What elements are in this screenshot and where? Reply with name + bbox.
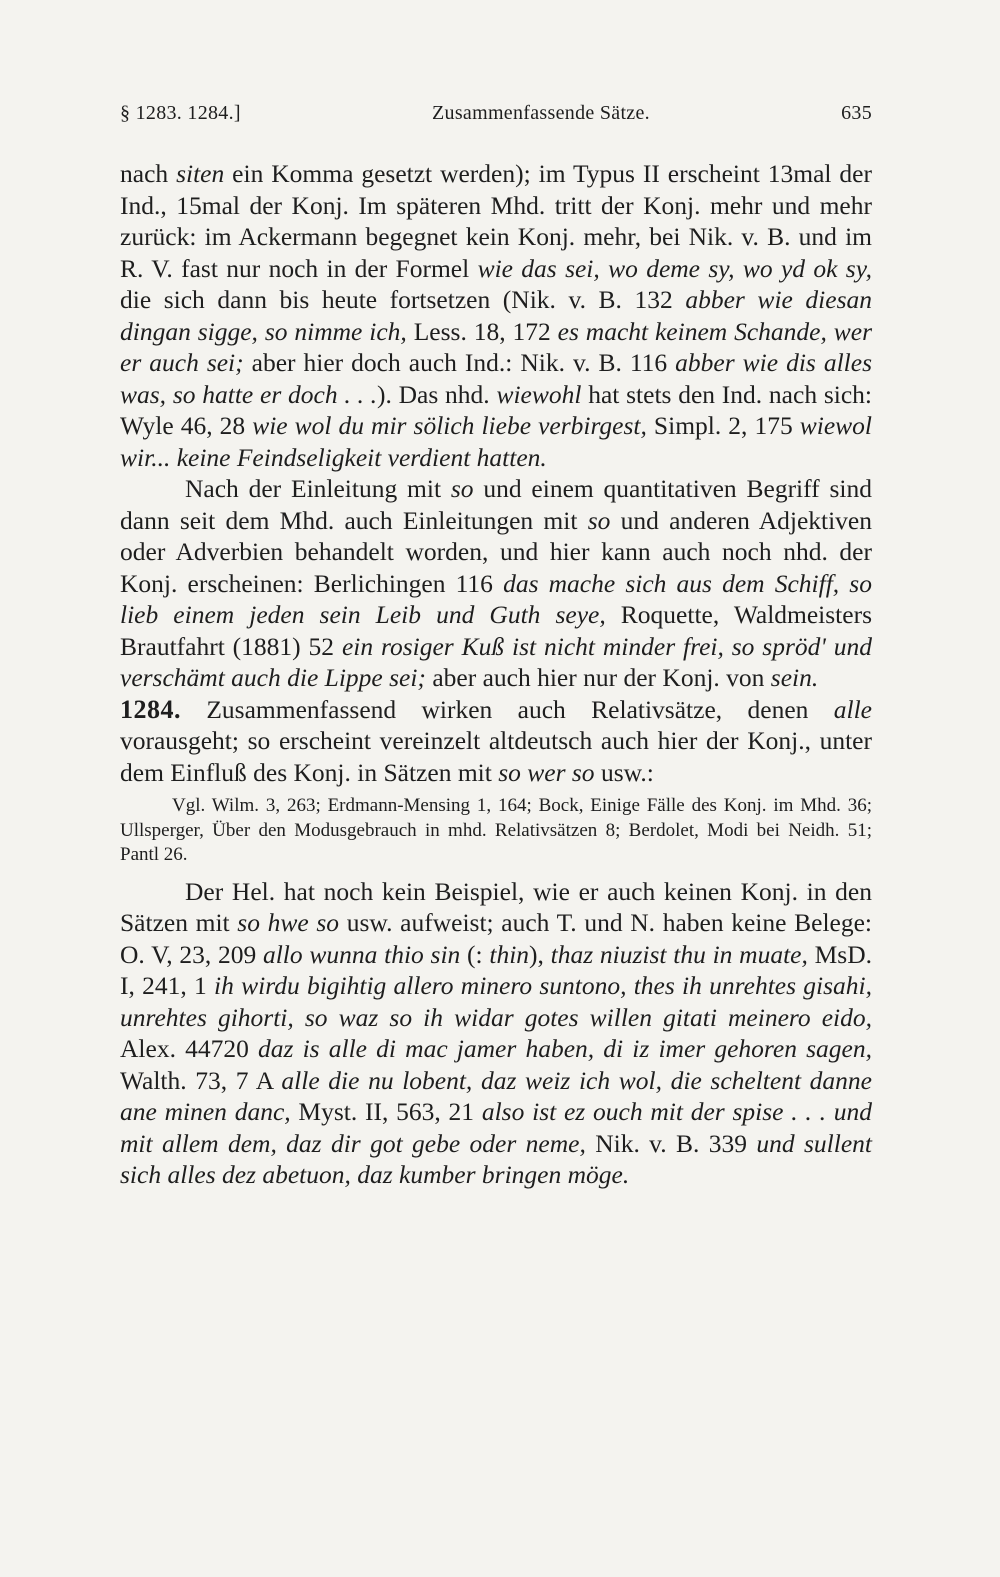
body-text — [120, 158, 872, 1191]
italic-quote: thin — [489, 939, 530, 969]
section-1284-paragraph — [120, 694, 872, 789]
paragraph-3: Der Hel. hat noch kein Beispiel, wie er auch keinen Konj. in den Sätzen mit so hwe so usw. aufweist; auch T. und N. haben keine Belege: O. V, 23, 209 allo wunna thio sin (: thin), thaz niuzist thu in muate, MsD. I, 241, 1 ih wirdu bigihtig allero minero suntono, thes ih unrehtes gisahi, unrehtes gihorti, so waz so ih widar gotes willen gitati meinero eido, Alex. 44720 daz is alle di mac jamer haben, di iz imer gehoren sagen, Walth. 73, 7 A alle die nu lobent, daz weiz ich wol, die scheltent danne ane minen danc, Myst. II, 563, 21 also ist ez ouch mit der spise . . . und mit allem dem, daz dir got gebe oder neme, Nik. v. B. 339 und sullent sich alles dez abetuon, daz kumber bringen möge. — [120, 876, 873, 1189]
italic-quote: also ist ez ouch mit der spise . . . und mit allem dem, daz dir got gebe oder neme, — [120, 1097, 872, 1158]
italic-quote: das mache sich aus dem Schiff, so lieb einem jeden sein Leib und Guth seye, — [120, 568, 872, 629]
italic-quote: alle — [833, 694, 872, 724]
italic-quote: wiewol wir... keine Feindseligkeit verdient hatten. — [120, 411, 872, 472]
italic-quote: siten — [176, 159, 225, 188]
italic-quote: so — [587, 505, 611, 535]
section-number: 1284. — [120, 694, 181, 724]
italic-quote: wie das sei, wo deme sy, wo yd ok sy, — [477, 253, 872, 283]
italic-quote: wie wol du mir sölich liebe verbirgest, — [252, 411, 647, 440]
italic-quote: abber wie diesan dingan sigge, so nimme ich, — [120, 285, 873, 346]
references-note: Vgl. Wilm. 3, 263; Erdmann-Mensing 1, 164; Bock, Einige Fälle des Konj. im Mhd. 36; Ullsperger, Über den Modusgebrauch in mhd. Relativsätzen 8; Berdolet, Modi bei Neidh. 51; Pantl 26. — [120, 795, 872, 865]
italic-quote: so — [450, 474, 474, 503]
header-title: Zusammenfassende Sätze. — [432, 102, 650, 124]
italic-quote: und sullent sich alles dez abetuon, daz kumber bringen möge. — [120, 1128, 872, 1189]
paragraph-2: Nach der Einleitung mit so und einem quantitativen Begriff sind dann seit dem Mhd. auch Einleitungen mit so und anderen Adjektiven oder Adverbien behandelt worden, und hier kann auch noch nhd. der Konj. erscheinen: Berlichingen 116 das mache sich aus dem Schiff, so lieb einem jeden sein Leib und Guth seye, Roquette, Waldmeisters Brautfahrt (1881) 52 ein rosiger Kuß ist nicht minder frei, so spröd' und verschämt auch die Lippe sei; aber auch hier nur der Konj. von sein. — [120, 474, 873, 692]
paragraph-1: nach siten ein Komma gesetzt werden); im Typus II erscheint 13mal der Ind., 15mal der Konj. Im späteren Mhd. tritt der Konj. mehr und mehr zurück: im Ackermann begegnet kein Konj. mehr, bei Nik. v. B. und im R. V. fast nur noch in der Formel wie das sei, wo deme sy, wo yd ok sy, die sich dann bis heute fortsetzen (Nik. v. B. 132 abber wie diesan dingan sigge, so nimme ich, Less. 18, 172 es macht keinem Schande, wer er auch sei; aber hier doch auch Ind.: Nik. v. B. 116 abber wie dis alles was, so hatte er doch . . .). Das nhd. wiewohl hat stets den Ind. nach sich: Wyle 46, 28 wie wol du mir sölich liebe verbirgest, Simpl. 2, 175 wiewol wir... keine Feindseligkeit verdient hatten. — [120, 159, 873, 472]
italic-quote: so hwe so — [237, 908, 340, 937]
italic-quote: alle die nu lobent, daz weiz ich wol, die scheltent danne ane minen danc, — [120, 1065, 872, 1126]
italic-quote: abber wie dis alles was, so hatte er doch . . . — [120, 348, 872, 409]
italic-quote: ih wirdu bigihtig allero minero suntono, thes ih unrehtes gisahi, unrehtes gihorti, so waz so ih widar gotes willen gitati meinero eido, — [120, 971, 873, 1032]
italic-quote: sein. — [770, 663, 819, 692]
section-text: Zusammenfassend wirken auch Relativsätze, denen alle vorausgeht; so erscheint vereinzelt altdeutsch auch hier der Konj., unter dem Einfluß des Konj. in Sätzen mit so wer so usw.: — [120, 694, 872, 787]
italic-quote: wiewohl — [496, 379, 582, 409]
italic-quote: ein rosiger Kuß ist nicht minder frei, so spröd' und verschämt auch die Lippe sei; — [120, 631, 872, 692]
running-header — [120, 102, 872, 125]
header-section-ref: § 1283. 1284.] — [120, 102, 241, 124]
italic-quote: daz is alle di mac jamer haben, di iz imer gehoren sagen, — [258, 1034, 872, 1063]
italic-quote: allo wunna thio sin — [262, 939, 461, 969]
page-number: 635 — [841, 102, 872, 124]
italic-quote: thaz niuzist thu in muate, — [550, 939, 808, 969]
italic-quote: so wer so — [498, 757, 595, 787]
italic-quote: es macht keinem Schande, wer er auch sei; — [120, 316, 872, 377]
